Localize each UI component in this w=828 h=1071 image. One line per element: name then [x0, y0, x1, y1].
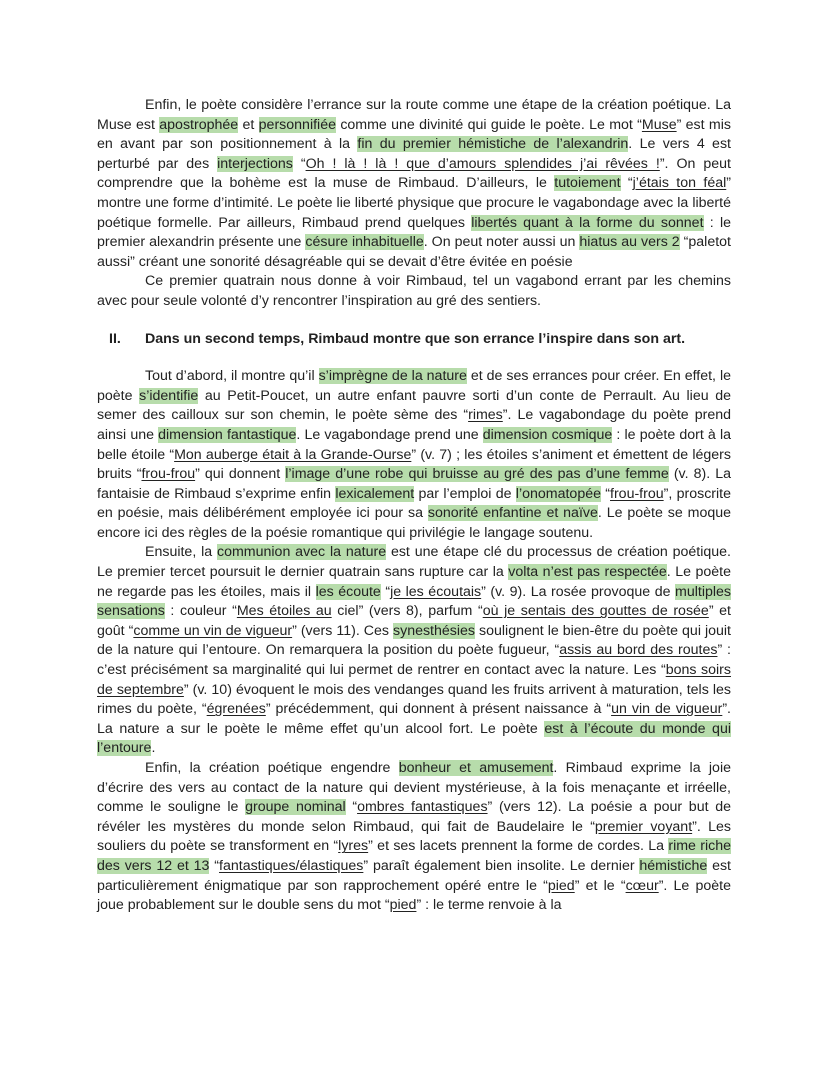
quoted-citation: où je sentais des gouttes de rosée	[482, 603, 709, 620]
section-title: Dans un second temps, Rimbaud montre que son errance l’inspire dans son art.	[145, 330, 686, 347]
text-run: .	[151, 740, 156, 757]
paragraph-conclusion-quatrain	[97, 272, 731, 311]
text-run: ” et le “	[574, 877, 626, 894]
text-run: ” et goût “	[97, 603, 731, 639]
text-run: Ce premier quatrain nous donne à voir Rimbaud, tel un vagabond errant par les chemins avec pour seule volonté d’y rencontrer l’inspiration au gré des sentiers.	[97, 273, 731, 309]
text-run: ”, proscrite en poésie, mais délibérément employée ici pour sa	[97, 485, 732, 522]
text-run: . Le poète ne regarde pas les étoiles, mais il	[97, 564, 731, 600]
text-run: ”. Le vagabondage du poète prend ainsi une	[97, 407, 731, 443]
text-run: comme une divinité qui guide le poète. Le mot “	[335, 116, 642, 133]
highlighted-phrase: interjections	[217, 155, 293, 172]
highlighted-phrase: dimension fantastique	[158, 426, 297, 443]
quoted-citation: ombres fantastiques	[357, 799, 488, 816]
quoted-citation: Mon auberge était à la Grande-Ourse	[174, 446, 412, 463]
text-run: . Le poète se moque encore ici des règles de la poésie romantique qui privilégie le langage soutenu.	[97, 505, 732, 541]
highlighted-phrase: l’onomatopée	[515, 485, 601, 502]
text-run: “	[600, 485, 611, 502]
text-run: . On peut noter aussi un	[423, 234, 580, 251]
text-run: ”. Le poète joue probablement sur le double sens du mot “	[97, 877, 731, 914]
text-run: ” paraît également bien insolite. Le dernier	[363, 857, 640, 874]
paragraph-bonheur-amusement	[97, 759, 731, 916]
quoted-citation: un vin de vigueur	[611, 701, 723, 718]
text-run: “	[292, 155, 306, 172]
text-run: ” (v. 7) ; les étoiles s’animent et émettent de légers bruits “	[97, 446, 731, 483]
quoted-citation: frou-frou	[141, 466, 196, 483]
quoted-citation: je les écoutais	[390, 583, 482, 600]
highlighted-phrase: sonorité enfantine et naïve	[427, 505, 598, 522]
highlighted-phrase: dimension cosmique	[482, 426, 613, 443]
text-run: : le premier alexandrin présente une	[97, 214, 731, 251]
text-run: ” montre une forme d’intimité. Le poète lie liberté physique que procure le vagabondage avec la liberté poétique formelle. Par ailleurs, Rimbaud prend quelques	[97, 175, 731, 231]
text-run: . Rimbaud exprime la joie d’écrire des vers au contact de la nature qui devient mystérieuse, à la fois menaçante et irréelle, comme le souligne le	[97, 760, 731, 816]
highlighted-phrase: s’identifie	[139, 387, 199, 404]
section-number: II.	[109, 330, 121, 347]
text-run: : le poète dort à la belle étoile “	[97, 426, 732, 463]
text-run: Tout d’abord, il montre qu’il	[145, 368, 319, 385]
text-run: ” : le terme renvoie à la	[416, 897, 562, 914]
highlighted-phrase: fin du premier hémistiche de l’alexandrin	[357, 136, 629, 153]
quoted-citation: fantastiques/élastiques	[219, 857, 364, 874]
paragraph-nature-imprégnation	[97, 367, 731, 543]
quoted-citation: Mes étoiles au	[236, 603, 332, 620]
text-run: “	[380, 583, 391, 600]
paragraph-muse-errance	[97, 96, 731, 272]
section-heading-ii	[97, 330, 731, 350]
text-run: ciel” (vers 8), parfum “	[331, 603, 483, 620]
text-run: ”. La nature a sur le poète le même effet qu’un alcool fort. Le poète	[97, 701, 731, 737]
text-run: ” est mis en avant par son positionnement à la	[97, 116, 731, 153]
text-run: “	[345, 799, 358, 816]
quoted-citation: bons soirs de septembre	[97, 662, 731, 698]
text-run: ” (v. 9). La rosée provoque de	[481, 583, 676, 600]
quoted-citation: lyres	[338, 838, 369, 855]
highlighted-phrase: bonheur et amusement	[398, 760, 554, 776]
text-run: au Petit-Poucet, un autre enfant pauvre sorti d’un conte de Perrault. Au lieu de semer des cailloux sur son chemin, le poète sème des “	[97, 387, 731, 424]
text-run: est particulièrement énigmatique par son rapprochement opéré entre le “	[97, 857, 732, 894]
quoted-citation: pied	[547, 877, 575, 894]
highlighted-phrase: apostrophée	[159, 116, 239, 133]
highlighted-phrase: communion avec la nature	[217, 544, 387, 561]
text-run: Ensuite, la	[145, 544, 217, 561]
highlighted-phrase: hiatus au vers 2	[579, 234, 680, 251]
text-run: Enfin, la création poétique engendre	[145, 760, 399, 776]
quoted-citation: égrenées	[206, 701, 266, 718]
text-run: “paletot aussi” créant une sonorité désagréable qui se devait d’être évitée en poésie	[97, 234, 731, 270]
highlighted-phrase: l’image d’une robe qui bruisse au gré des pas d’une femme	[285, 466, 669, 483]
text-run: ”. Les souliers du poète se transforment en “	[97, 818, 732, 855]
highlighted-phrase: libertés quant à la forme du sonnet	[471, 214, 704, 231]
quoted-citation: comme un vin de vigueur	[133, 622, 293, 639]
text-run: et de ses errances pour créer. En effet, le poète	[97, 368, 731, 404]
quoted-citation: rimes	[468, 407, 503, 424]
highlighted-phrase: synesthésies	[393, 622, 476, 639]
text-run: ” (vers 11). Ces	[292, 622, 393, 639]
text-run: Enfin, le poète considère l’errance sur la route comme une étape de la création poétique. La Muse est	[97, 97, 731, 133]
highlighted-phrase: tutoiement	[554, 175, 621, 192]
text-run: : couleur “	[164, 603, 237, 620]
quoted-citation: premier voyant	[594, 818, 693, 835]
quoted-citation: pied	[389, 897, 417, 914]
highlighted-phrase: groupe nominal	[245, 799, 346, 816]
text-run: ” (v. 10) évoquent le mois des vendanges quand les fruits arrivent à maturation, tels les rimes du poète, “	[97, 681, 731, 718]
highlighted-phrase: césure inhabituelle	[305, 234, 424, 251]
highlighted-phrase: personnifiée	[258, 116, 336, 133]
quoted-citation: cœur	[625, 877, 659, 894]
text-run: soulignent le bien-être du poète qui jouit de la nature qui l’entoure. On remarquera la position du poète fugueur, “	[97, 622, 731, 659]
text-run: ” (vers 12). La poésie a pour but de révéler les mystères du monde selon Rimbaud, qui fait de Baudelaire le “	[97, 799, 731, 835]
highlighted-phrase: volta n’est pas respectée	[508, 564, 667, 581]
highlighted-phrase: rime riche des vers 12 et 13	[97, 838, 731, 874]
text-run: “	[209, 857, 220, 874]
quoted-citation: assis au bord des routes	[559, 642, 718, 659]
quoted-citation: j’étais ton féal	[632, 175, 727, 192]
highlighted-phrase: lexicalement	[335, 485, 415, 502]
quoted-citation: frou-frou	[610, 485, 664, 502]
text-run: . Le vagabondage prend une	[296, 426, 483, 443]
text-run: . Le vers 4 est perturbé par des	[97, 136, 731, 172]
text-run: ”. On peut comprendre que la bohème est la muse de Rimbaud. D’ailleurs, le	[97, 155, 731, 192]
text-run: est une étape clé du processus de création poétique. Le premier tercet poursuit le dernier quatrain sans rupture car la	[97, 544, 731, 581]
text-run: ” et ses lacets prennent la forme de cordes. La	[368, 838, 669, 855]
text-run: (v. 8). La fantaisie de Rimbaud s’exprime enfin	[97, 466, 731, 502]
highlighted-phrase: s’imprègne de la nature	[318, 368, 467, 385]
text-run: “	[620, 175, 633, 192]
text-run: et	[238, 116, 259, 133]
text-run: ” qui donnent	[195, 466, 286, 483]
quoted-citation: Oh ! là ! là ! que d’amours splendides j’ai rêvées !	[305, 155, 660, 172]
quoted-citation: Muse	[641, 116, 677, 133]
highlighted-phrase: est à l’écoute du monde qui l’entoure	[97, 720, 731, 757]
text-run: ” précédemment, qui donnent à présent naissance à “	[265, 701, 612, 718]
text-run: par l’emploi de	[414, 485, 516, 502]
paragraph-communion-nature	[97, 543, 731, 759]
highlighted-phrase: les écoute	[315, 583, 381, 600]
highlighted-phrase: multiples sensations	[97, 583, 731, 620]
text-run: ” : c’est précisément sa marginalité qui lui permet de rentrer en contact avec la nature. Les “	[97, 642, 731, 679]
highlighted-phrase: hémistiche	[639, 857, 708, 874]
